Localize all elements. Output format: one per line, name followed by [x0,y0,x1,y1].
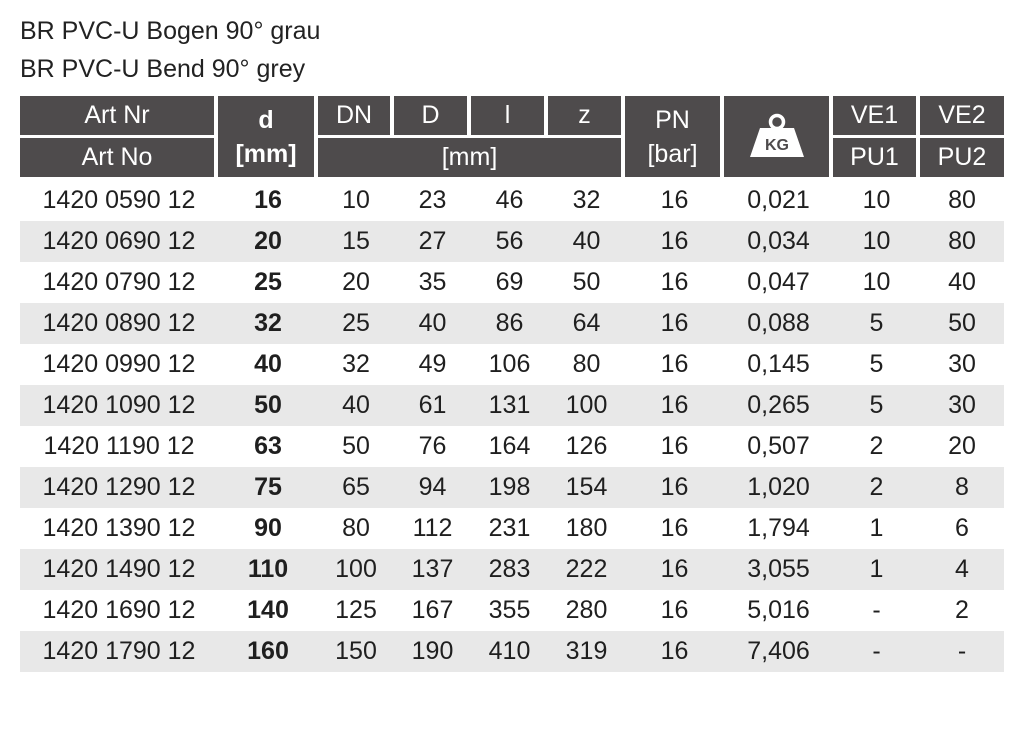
table-row [20,344,1004,385]
header-pn-unit: [bar] [647,139,698,168]
header-length: l [471,96,548,138]
cell-art-no: 1420 0690 12 [20,221,218,262]
table-row [20,631,1004,672]
cell-d: 16 [254,186,282,214]
cell-weight: 0,021 [747,186,810,214]
cell-length: 355 [488,596,531,624]
cell-weight: 0,047 [747,268,810,296]
table-row [20,221,1004,262]
cell-d: 32 [218,303,318,344]
cell-ve2: 80 [948,186,976,214]
cell-outer-diameter: 40 [394,303,471,344]
cell-length: 86 [471,303,548,344]
cell-pn: 16 [625,385,724,426]
cell-art-no: 1420 1190 12 [43,432,195,460]
cell-weight: 0,145 [747,350,810,378]
cell-length: 131 [471,385,548,426]
cell-ve1: 10 [833,221,920,262]
cell-art-no: 1420 0890 12 [20,303,218,344]
cell-pn: 16 [660,350,689,378]
table-row [20,385,1004,426]
cell-ve2: 30 [920,385,1004,426]
cell-weight: 0,088 [724,303,833,344]
cell-weight: 0,034 [724,221,833,262]
cell-ve1: 5 [869,350,884,378]
cell-ve1: 5 [833,303,920,344]
cell-art-no: 1420 0590 12 [42,186,196,214]
table-row [20,549,1004,590]
cell-ve2: 2 [955,596,969,624]
cell-dn: 40 [318,385,394,426]
cell-length: 46 [495,186,524,214]
cell-outer-diameter: 112 [412,514,453,542]
cell-ve1: 2 [869,432,884,460]
header-ve1: VE1 [833,96,920,138]
cell-z: 32 [572,186,601,214]
cell-z: 50 [572,268,601,296]
cell-weight: 0,507 [747,432,810,460]
cell-art-no: 1420 1090 12 [20,385,218,426]
cell-length: 69 [495,268,524,296]
cell-z: 280 [565,596,608,624]
cell-length: 164 [488,432,531,460]
cell-ve1: - [872,596,881,624]
cell-pn: 16 [625,549,724,590]
product-spec-table [20,96,1004,672]
cell-d: 75 [218,467,318,508]
cell-length: 198 [471,467,548,508]
header-mm-unit: [mm] [318,138,625,180]
header-ve2: VE2 [920,96,1004,138]
header-art-no: Art No [20,138,218,180]
cell-ve1: 10 [862,268,891,296]
cell-pn: 16 [625,303,724,344]
cell-d: 50 [218,385,318,426]
weight-kg-icon [743,113,811,161]
header-z: z [548,96,625,138]
cell-outer-diameter: 137 [394,549,471,590]
header-pu1: PU1 [833,138,920,180]
header-weight [724,96,833,180]
table-row [20,467,1004,508]
cell-z: 64 [548,303,625,344]
cell-pn: 16 [660,268,689,296]
cell-pn: 16 [660,432,689,460]
cell-dn: 125 [335,596,377,624]
cell-dn: 20 [342,268,370,296]
cell-pn: 16 [660,596,689,624]
header-d-unit: [mm] [235,139,297,168]
cell-length: 106 [488,350,531,378]
cell-dn: 25 [318,303,394,344]
cell-art-no: 1420 1490 12 [20,549,218,590]
cell-pn: 16 [625,221,724,262]
table-row [20,180,1004,221]
cell-d: 90 [254,514,282,542]
header-row-2 [20,138,1004,180]
cell-outer-diameter: 49 [418,350,447,378]
cell-ve2: - [920,631,1004,672]
header-pn [625,96,724,180]
header-outer-diameter: D [394,96,471,138]
cell-art-no: 1420 1690 12 [42,596,196,624]
cell-weight: 1,794 [747,514,810,542]
table-row [20,508,1004,549]
table-header [20,96,1004,180]
header-art-nr: Art Nr [20,96,218,138]
cell-outer-diameter: 94 [394,467,471,508]
table-row [20,426,1004,467]
cell-ve2: 80 [920,221,1004,262]
cell-ve1: 10 [862,186,891,214]
cell-ve2: 20 [948,432,976,460]
cell-ve2: 30 [948,350,976,378]
cell-dn: 80 [342,514,370,542]
cell-d: 140 [247,596,289,624]
cell-z: 100 [548,385,625,426]
cell-z: 222 [548,549,625,590]
table-row [20,303,1004,344]
header-d [218,96,318,180]
cell-ve1: 5 [833,385,920,426]
cell-ve2: 8 [920,467,1004,508]
cell-ve2: 40 [948,268,976,296]
cell-dn: 50 [342,432,370,460]
cell-pn: 16 [660,514,689,542]
cell-z: 154 [548,467,625,508]
header-dn: DN [318,96,394,138]
cell-z: 40 [548,221,625,262]
cell-weight: 1,020 [724,467,833,508]
cell-ve1: 1 [833,549,920,590]
cell-weight: 7,406 [724,631,833,672]
cell-ve2: 6 [955,514,969,542]
header-row-1 [20,96,1004,138]
cell-z: 319 [548,631,625,672]
weight-icon-text: KG [764,136,789,154]
cell-z: 80 [572,350,601,378]
cell-dn: 65 [318,467,394,508]
header-pn-label: PN [655,105,690,134]
header-d-label: d [258,105,274,134]
cell-length: 410 [471,631,548,672]
cell-d: 20 [218,221,318,262]
cell-d: 63 [254,432,282,460]
cell-outer-diameter: 76 [418,432,447,460]
cell-dn: 100 [318,549,394,590]
cell-d: 25 [254,268,282,296]
cell-outer-diameter: 27 [394,221,471,262]
table-row [20,590,1004,631]
cell-outer-diameter: 35 [418,268,447,296]
cell-dn: 150 [318,631,394,672]
cell-length: 56 [471,221,548,262]
cell-outer-diameter: 61 [394,385,471,426]
header-pu2: PU2 [920,138,1004,180]
cell-art-no: 1420 1790 12 [20,631,218,672]
cell-dn: 32 [342,350,370,378]
cell-pn: 16 [625,467,724,508]
product-title-german: BR PVC-U Bogen 90° grau [20,17,321,45]
cell-length: 231 [488,514,531,542]
cell-weight: 0,265 [724,385,833,426]
cell-art-no: 1420 1390 12 [42,514,196,542]
cell-d: 110 [218,549,318,590]
cell-z: 180 [565,514,608,542]
table-row [20,262,1004,303]
cell-outer-diameter: 23 [418,186,447,214]
cell-art-no: 1420 0990 12 [42,350,196,378]
cell-pn: 16 [625,631,724,672]
cell-outer-diameter: 167 [411,596,454,624]
cell-weight: 5,016 [747,596,810,624]
cell-ve1: 1 [869,514,884,542]
cell-ve2: 4 [920,549,1004,590]
product-title-english: BR PVC-U Bend 90° grey [20,55,306,83]
cell-pn: 16 [660,186,689,214]
cell-outer-diameter: 190 [394,631,471,672]
title-block [20,12,320,88]
cell-weight: 3,055 [724,549,833,590]
cell-art-no: 1420 1290 12 [20,467,218,508]
cell-art-no: 1420 0790 12 [42,268,196,296]
cell-z: 126 [565,432,608,460]
cell-ve2: 50 [920,303,1004,344]
cell-ve1: 2 [833,467,920,508]
cell-d: 40 [254,350,282,378]
cell-ve1: - [833,631,920,672]
cell-dn: 15 [318,221,394,262]
cell-dn: 10 [342,186,370,214]
table-body [20,180,1004,672]
cell-length: 283 [471,549,548,590]
cell-d: 160 [218,631,318,672]
